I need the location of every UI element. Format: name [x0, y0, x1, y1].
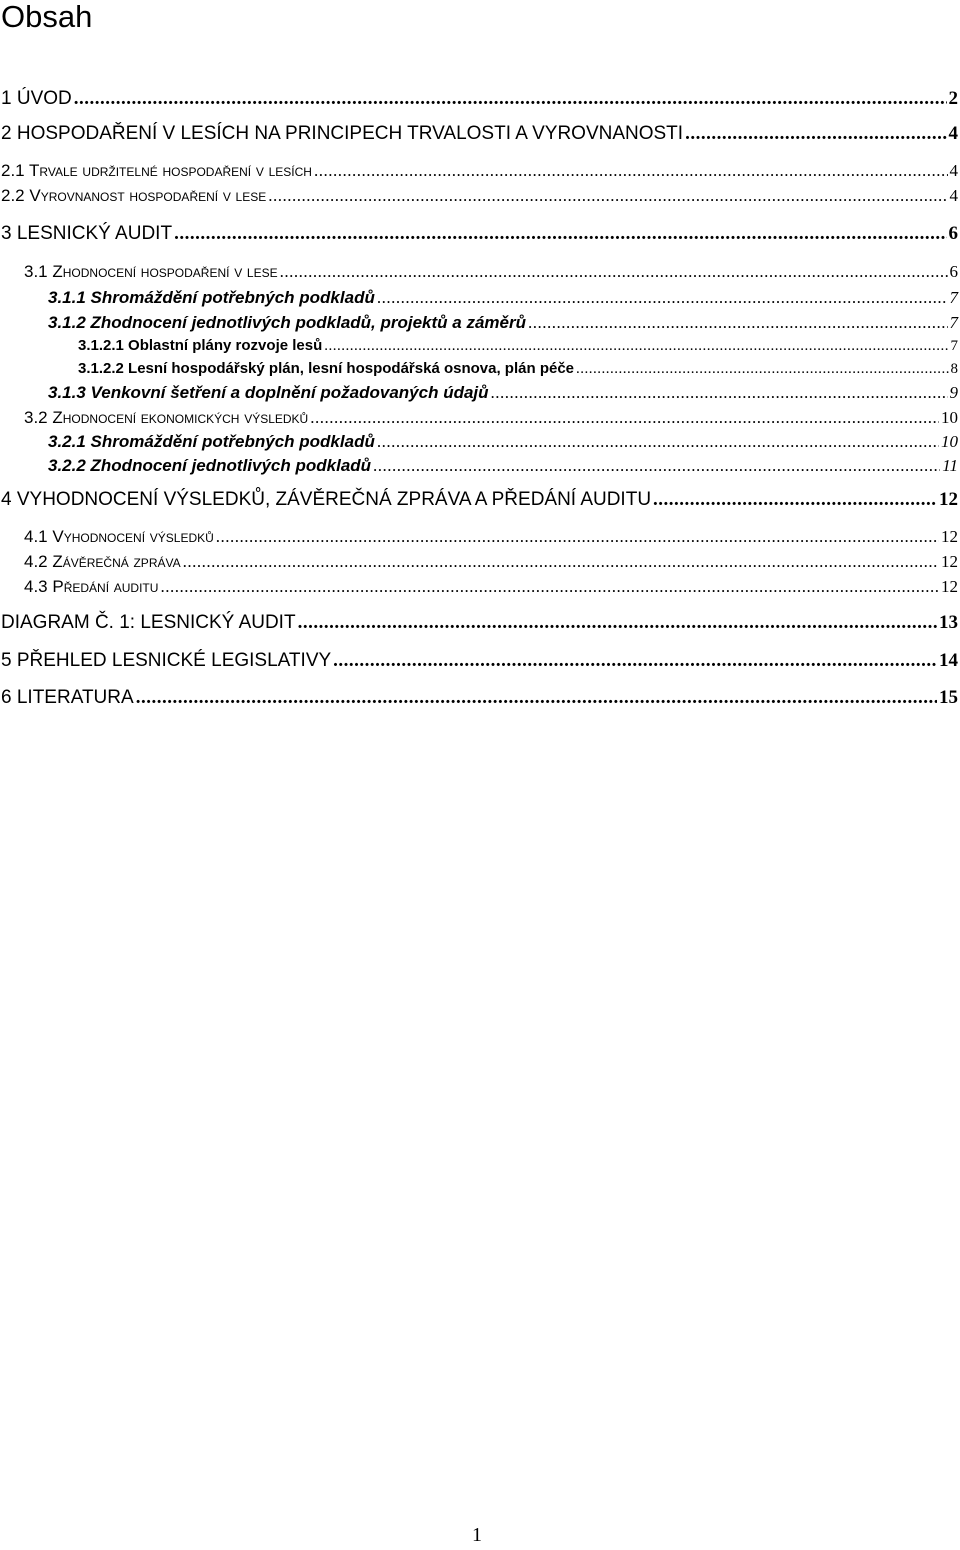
- toc-entry-page: 7: [949, 288, 958, 307]
- toc-leader-dots: [685, 123, 946, 145]
- toc-entry-label: 3.1.2.1 Oblastní plány rozvoje lesů: [78, 337, 323, 354]
- toc-leader-dots: [324, 338, 948, 355]
- toc-leader-dots: [491, 383, 948, 403]
- toc-entry-label: 3.2.2 Zhodnocení jednotlivých podkladů: [48, 456, 372, 475]
- toc-entry-label: 3.1.2.2 Lesní hospodářský plán, lesní hospodářská osnova, plán péče: [78, 360, 575, 377]
- toc-entry-vyhodnoceni[interactable]: [1, 489, 958, 511]
- toc-entry-page: 8: [950, 361, 958, 377]
- toc-entry-ekonomicke-vysledky[interactable]: [24, 408, 958, 428]
- toc-entry-label: 3 LESNICKÝ AUDIT: [1, 223, 173, 244]
- toc-entry-lesni-hospodarsky-plan[interactable]: [78, 360, 958, 378]
- toc-entry-label: 4 VYHODNOCENÍ VÝSLEDKŮ, ZÁVĚREČNÁ ZPRÁVA A PŘEDÁNÍ AUDITU: [1, 489, 652, 510]
- toc-entry-label: 5 PŘEHLED LESNICKÉ LEGISLATIVY: [1, 650, 332, 671]
- toc-entry-label: 2.1 Trvale udržitelné hospodaření v lesích: [1, 161, 312, 180]
- toc-entry-label: 6 LITERATURA: [1, 687, 134, 708]
- toc-entry-hospodareni[interactable]: [1, 123, 958, 145]
- toc-leader-dots: [377, 432, 939, 452]
- toc-entry-page: 6: [948, 223, 958, 244]
- toc-leader-dots: [333, 650, 937, 672]
- toc-leader-dots: [653, 489, 937, 511]
- toc-leader-dots: [528, 313, 948, 333]
- toc-entry-label: DIAGRAM Č. 1: LESNICKÝ AUDIT: [1, 612, 296, 633]
- toc-leader-dots: [314, 161, 948, 181]
- toc-leader-dots: [268, 186, 947, 206]
- toc-leader-dots: [74, 88, 947, 110]
- toc-entry-zhodnoceni-podkladu-projektu[interactable]: [48, 313, 958, 333]
- toc-leader-dots: [280, 262, 948, 282]
- toc-leader-dots: [216, 527, 939, 547]
- toc-entry-page: 7: [949, 313, 958, 332]
- toc-leader-dots: [160, 577, 939, 597]
- toc-entry-label: 4.3 Předání auditu: [24, 577, 159, 596]
- toc-entry-lesnicky-audit[interactable]: [1, 223, 958, 245]
- toc-entry-page: 4: [949, 161, 958, 180]
- toc-entry-zhodnoceni-podkladu[interactable]: [48, 456, 958, 476]
- toc-leader-dots: [377, 288, 948, 308]
- toc-entry-shromazdeni-2[interactable]: [48, 432, 958, 452]
- toc-entry-page: 9: [949, 383, 958, 402]
- toc-leader-dots: [174, 223, 946, 245]
- toc-leader-dots: [373, 456, 940, 476]
- toc-leader-dots: [576, 361, 948, 378]
- toc-entry-label: 3.1.2 Zhodnocení jednotlivých podkladů, projektů a záměrů: [48, 313, 526, 332]
- toc-entry-label: 4.1 Vyhodnocení výsledků: [24, 527, 214, 546]
- toc-entry-page: 2: [948, 88, 958, 109]
- toc-entry-label: 3.1 Zhodnocení hospodaření v lese: [24, 262, 278, 281]
- toc-entry-zaverecna-zprava[interactable]: [24, 552, 958, 572]
- toc-entry-literatura[interactable]: [1, 687, 958, 709]
- toc-entry-shromazdeni-1[interactable]: [48, 288, 958, 308]
- toc-entry-venkovni-setreni[interactable]: [48, 383, 958, 403]
- toc-entry-page: 10: [941, 408, 958, 427]
- toc-entry-page: 13: [939, 612, 958, 633]
- toc-entry-page: 7: [950, 338, 958, 354]
- toc-entry-page: 10: [941, 432, 958, 451]
- toc-entry-page: 12: [941, 552, 958, 571]
- toc-entry-label: 4.2 Závěrečná zpráva: [24, 552, 181, 571]
- toc-entry-trvale-udrzitelne[interactable]: [1, 161, 958, 181]
- toc-entry-page: 11: [942, 456, 958, 475]
- toc-entry-uvod[interactable]: [1, 88, 958, 110]
- toc-entry-label: 3.1.1 Shromáždění potřebných podkladů: [48, 288, 375, 307]
- toc-leader-dots: [298, 612, 937, 634]
- toc-entry-page: 4: [948, 123, 958, 144]
- toc-entry-legislativa[interactable]: [1, 650, 958, 672]
- toc-entry-oblastni-plany[interactable]: [78, 337, 958, 355]
- toc-entry-diagram[interactable]: [1, 612, 958, 634]
- toc-entry-page: 12: [939, 489, 958, 510]
- toc-leader-dots: [183, 552, 939, 572]
- toc-entry-predani-auditu[interactable]: [24, 577, 958, 597]
- toc-entry-label: 3.2 Zhodnocení ekonomických výsledků: [24, 408, 309, 427]
- toc-entry-page: 12: [941, 577, 958, 596]
- toc-entry-label: 2 HOSPODAŘENÍ V LESÍCH NA PRINCIPECH TRVALOSTI A VYROVNANOSTI: [1, 123, 684, 144]
- toc-entry-page: 15: [939, 687, 958, 708]
- toc-entry-label: 1 ÚVOD: [1, 88, 72, 109]
- toc-entry-page: 12: [941, 527, 958, 546]
- toc-entry-page: 4: [949, 186, 958, 205]
- toc-entry-label: 3.1.3 Venkovní šetření a doplnění požadovaných údajů: [48, 383, 489, 402]
- toc-entry-page: 14: [939, 650, 958, 671]
- toc-leader-dots: [310, 408, 939, 428]
- toc-entry-page: 6: [949, 262, 958, 281]
- toc-entry-vyhodnoceni-vysledku[interactable]: [24, 527, 958, 547]
- toc-entry-label: 3.2.1 Shromáždění potřebných podkladů: [48, 432, 375, 451]
- toc-leader-dots: [136, 687, 937, 709]
- toc-entry-zhodnoceni-hospodareni[interactable]: [24, 262, 958, 282]
- page-number: 1: [472, 1524, 482, 1546]
- toc-entry-vyrovnanost[interactable]: [1, 186, 958, 206]
- page-title: Obsah: [1, 0, 93, 34]
- toc-entry-label: 2.2 Vyrovnanost hospodaření v lese: [1, 186, 267, 205]
